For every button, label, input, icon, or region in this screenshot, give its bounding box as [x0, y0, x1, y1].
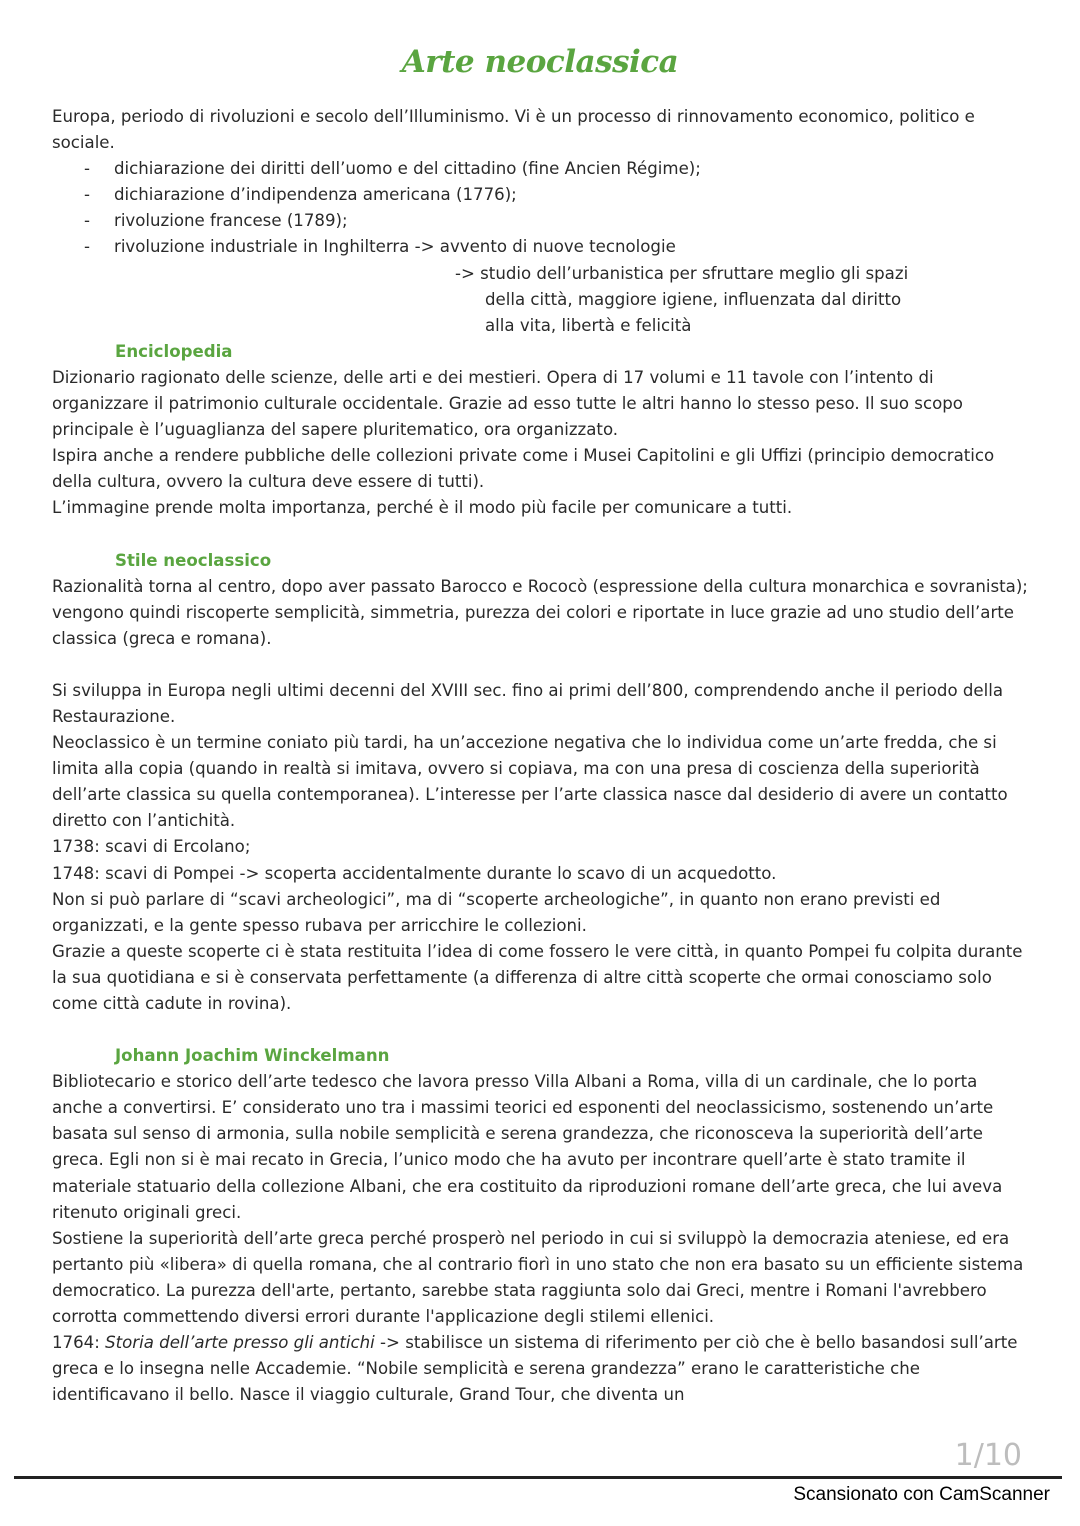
intro-bullet-list — [52, 156, 1028, 260]
paragraph: 1738: scavi di Ercolano; — [52, 837, 251, 857]
spacer — [52, 652, 1028, 678]
paragraph: Ispira anche a rendere pubbliche delle collezioni private come i Musei Capitolini e gli Uffizi (principio democratico della cultura, ovvero la cultura deve essere di tutti). — [52, 446, 995, 492]
urbanism-continuation — [52, 261, 1028, 339]
book-title: Storia dell’arte presso gli antichi — [105, 1333, 375, 1353]
year-label: 1764: — [52, 1333, 106, 1353]
paragraph: Sostiene la superiorità dell’arte greca perché prosperò nel periodo in cui si sviluppò la democrazia ateniese, ed era pertanto più «libera» di quella romana, che al contrario fiorì in uno stato che non era basato su un efficiente sistema democratico. La purezza dell'arte, pertanto, sarebbe stata raggiunta solo dai Greci, mentre i Romani l'avrebbero corrotta commettendo diversi errori durante l'applicazione degli stilemi ellenici. — [52, 1228, 1024, 1327]
list-item-text: dichiarazione dei diritti dell’uomo e del cittadino (fine Ancien Régime); — [114, 159, 701, 179]
section-heading-stile-neoclassico: Stile neoclassico — [115, 550, 272, 570]
section-heading-winckelmann: Johann Joachim Winckelmann — [115, 1046, 390, 1066]
spacer — [52, 1017, 1028, 1043]
dash-bullet-icon: - — [84, 185, 90, 205]
paragraph: Neoclassico è un termine coniato più tardi, ha un’accezione negativa che lo individua come un’arte fredda, che si limita alla copia (quando in realtà si imitava, ovvero si copiava, ma con una presa di coscienza della superiorità dell’arte classica su quella contemporanea). L’interesse per l’arte classica nasce dal desiderio di avere un contatto diretto con l’antichità. — [52, 733, 1008, 831]
list-item-text: dichiarazione d’indipendenza americana (1776); — [114, 185, 517, 205]
paragraph-text: -> stabilisce un sistema di riferimento per ciò che è bello basandosi sull’arte greca e lo insegna nelle Accademie. “Nobile semplicità e serena grandezza” erano le caratteristiche che identificavano il bello. Nasce il viaggio culturale, Grand Tour, che diventa un — [52, 1333, 1018, 1405]
paragraph: L’immagine prende molta importanza, perché è il modo più facile per comunicare a tutti. — [52, 498, 793, 518]
list-item-text: rivoluzione industriale in Inghilterra -> avvento di nuove tecnologie — [114, 237, 676, 257]
list-item-text: rivoluzione francese (1789); — [114, 211, 348, 231]
document-body — [52, 104, 1028, 1408]
paragraph: 1748: scavi di Pompei -> scoperta accidentalmente durante lo scavo di un acquedotto. — [52, 863, 777, 883]
paragraph — [52, 1330, 1028, 1408]
list-item — [52, 234, 1028, 260]
paragraph: Grazie a queste scoperte ci è stata restituita l’idea di come fossero le vere città, in quanto Pompei fu colpita durante la sua quotidiana e si è conservata perfettamente (a differenza di altre città scoperte che ormai conosciamo solo come città cadute in rovina). — [52, 941, 1023, 1013]
scanner-watermark: Scansionato con CamScanner — [793, 1484, 1050, 1505]
list-item — [52, 156, 1028, 182]
paragraph: Si sviluppa in Europa negli ultimi decenni del XVIII sec. fino ai primi dell’800, comprendendo anche il periodo della Restaurazione. — [52, 680, 1004, 726]
footer-divider — [14, 1476, 1062, 1479]
paragraph: Dizionario ragionato delle scienze, delle arti e dei mestieri. Opera di 17 volumi e 11 tavole con l’intento di organizzare il patrimonio culturale occidentale. Grazie ad esso tutte le altri hanno lo stesso peso. Il suo scopo principale è l’uguaglianza del sapere pluritematico, ora organizzato. — [52, 367, 963, 440]
continuation-line: della città, maggiore igiene, influenzata dal diritto — [485, 289, 902, 309]
section-heading-enciclopedia: Enciclopedia — [115, 341, 233, 361]
list-item — [52, 182, 1028, 208]
dash-bullet-icon: - — [84, 237, 90, 257]
paragraph: Razionalità torna al centro, dopo aver passato Barocco e Rococò (espressione della cultura monarchica e sovranista); vengono quindi riscoperte semplicità, simmetria, purezza dei colori e riportate in luce grazie ad uno studio dell’arte classica (greca e romana). — [52, 576, 1028, 648]
paragraph: Bibliotecario e storico dell’arte tedesco che lavora presso Villa Albani a Roma, villa di un cardinale, che lo porta anche a convertirsi. E’ considerato uno tra i massimi teorici ed esponenti del neoclassicismo, sostenendo un’arte basata sul senso di armonia, sulla nobile semplicità e serena grandezza, che riconosceva la superiorità dell’arte greca. Egli non si è mai recato in Grecia, l’unico modo che ha avuto per incontrare quell’arte è stato tramite il materiale statuario della collezione Albani, che era costituito da riproduzioni romane dell’arte greca, che lui aveva ritenuto originali greci. — [52, 1072, 1003, 1222]
intro-paragraph: Europa, periodo di rivoluzioni e secolo dell’Illuminismo. Vi è un processo di rinnovamento economico, politico e sociale. — [52, 107, 975, 153]
dash-bullet-icon: - — [84, 211, 90, 231]
paragraph: Non si può parlare di “scavi archeologici”, ma di “scoperte archeologiche”, in quanto non erano previsti ed organizzati, e la gente spesso rubava per arricchire le collezioni. — [52, 889, 941, 935]
spacer — [52, 522, 1028, 548]
dash-bullet-icon: - — [84, 159, 90, 179]
page-title: Arte neoclassica — [401, 44, 679, 80]
page-number: 1/10 — [954, 1438, 1022, 1473]
continuation-arrow-line: -> studio dell’urbanistica per sfruttare meglio gli spazi — [455, 263, 909, 283]
continuation-line: alla vita, libertà e felicità — [485, 315, 692, 335]
list-item — [52, 208, 1028, 234]
